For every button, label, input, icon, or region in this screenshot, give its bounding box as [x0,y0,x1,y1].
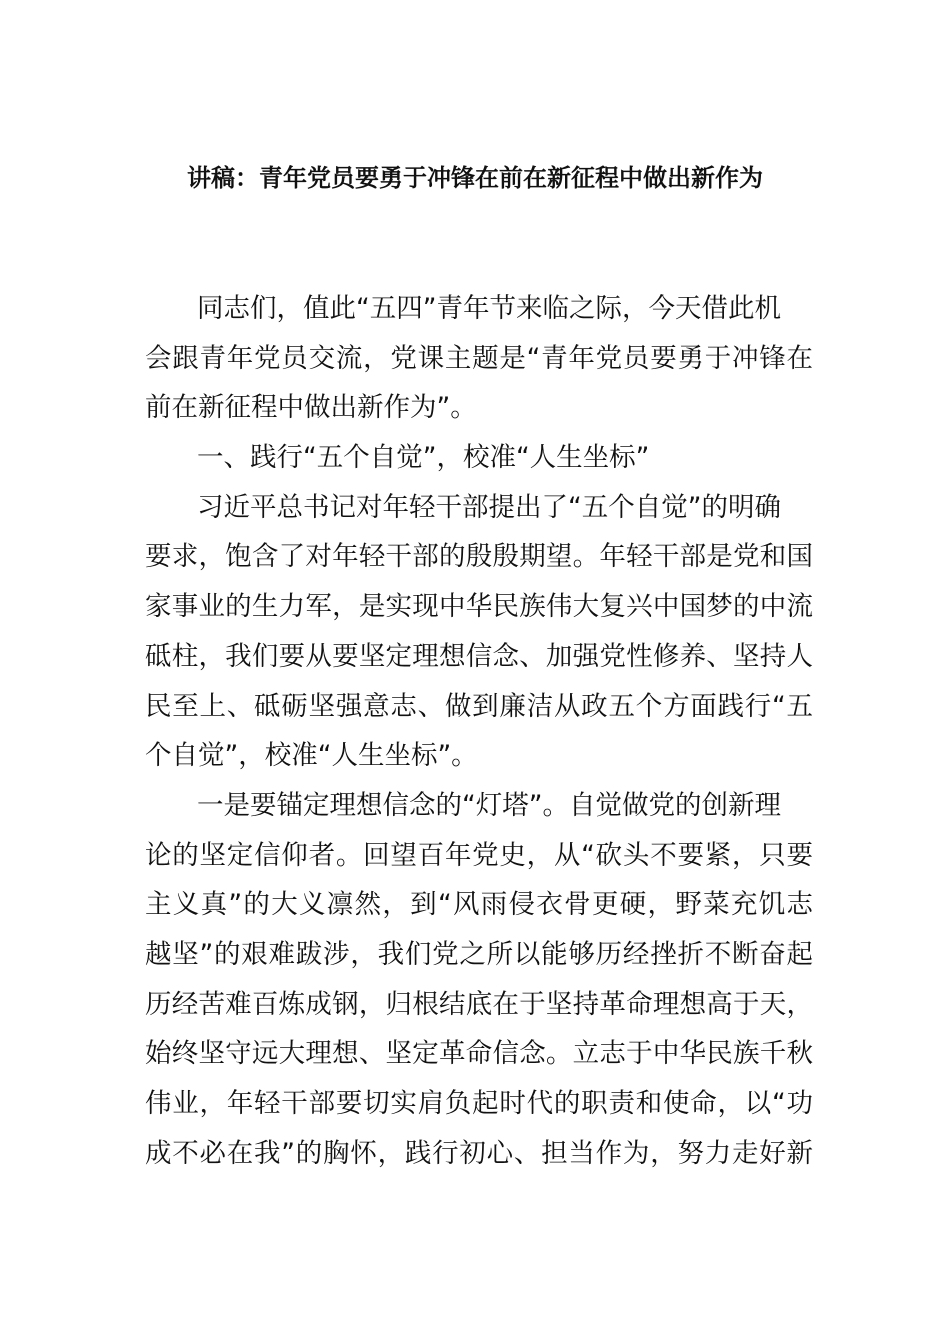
section-heading: 一、践行“五个自觉”，校准“人生坐标” [197,442,650,474]
paragraph-line: 主义真”的大义凛然，到“风雨侵衣骨更硬，野菜充饥志 [145,889,813,921]
paragraph-line: 伟业，年轻干部要切实肩负起时代的职责和使命，以“功 [145,1088,813,1119]
paragraph-line: 始终坚守远大理想、坚定革命信念。立志于中华民族千秋 [145,1038,813,1070]
document-title: 讲稿：青年党员要勇于冲锋在前在新征程中做出新作为 [187,164,763,192]
paragraph-line: 历经苦难百炼成钢，归根结底在于坚持革命理想高于天， [145,988,813,1020]
document-body [145,284,813,1178]
paragraph-line: 前在新征程中做出新作为”。 [145,392,477,424]
paragraph-line: 个自觉”，校准“人生坐标”。 [145,740,478,772]
paragraph-line: 民至上、砥砺坚强意志、做到廉洁从政五个方面践行“五 [145,690,813,722]
paragraph-line: 成不必在我”的胸怀，践行初心、担当作为，努力走好新 [145,1137,813,1169]
paragraph-line: 一是要锚定理想信念的“灯塔”。自觉做党的创新理 [197,789,781,821]
paragraph-line: 论的坚定信仰者。回望百年党史，从“砍头不要紧，只要 [145,839,813,871]
paragraph-line: 砥柱，我们要从要坚定理想信念、加强党性修养、坚持人 [145,640,813,672]
paragraph-line: 要求，饱含了对年轻干部的殷殷期望。年轻干部是党和国 [145,541,813,573]
paragraph-line: 会跟青年党员交流，党课主题是“青年党员要勇于冲锋在 [145,342,813,374]
paragraph-line: 越坚”的艰难跋涉，我们党之所以能够历经挫折不断奋起 [145,938,813,970]
paragraph-line: 同志们，值此“五四”青年节来临之际，今天借此机 [197,293,781,324]
paragraph-line: 家事业的生力军，是实现中华民族伟大复兴中国梦的中流 [145,591,813,623]
paragraph-line: 习近平总书记对年轻干部提出了“五个自觉”的明确 [197,491,781,523]
